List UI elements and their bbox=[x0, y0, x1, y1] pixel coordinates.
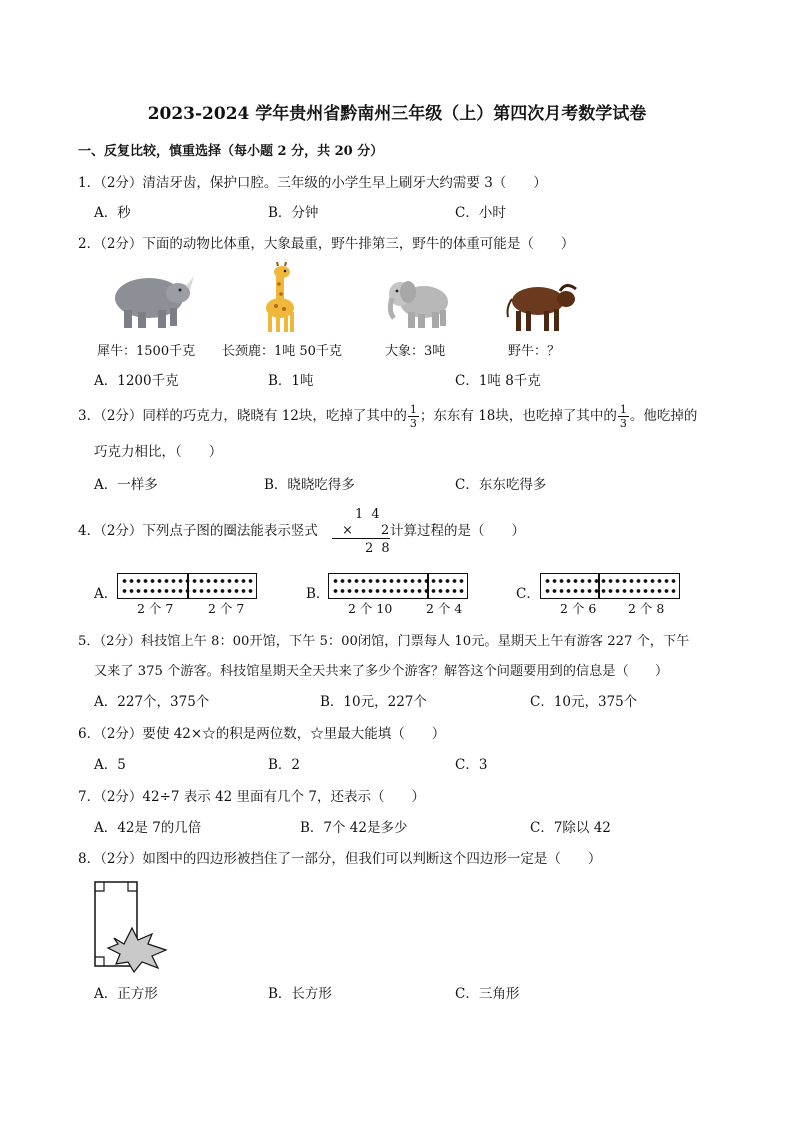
giraffe-image bbox=[256, 262, 304, 334]
q8-option-a: A．正方形 bbox=[94, 986, 158, 1002]
q4-b-right-label: 2 个 4 bbox=[426, 601, 463, 616]
question-6-stem: 6．（2分）要使 42×☆的积是两位数，☆里最大能填（ ） bbox=[78, 726, 446, 742]
section-heading: 一、反复比较，慎重选择（每小题 2 分，共 20 分） bbox=[78, 144, 384, 159]
question-7-stem: 7．（2分）42÷7 表示 42 里面有几个 7，还表示（ ） bbox=[78, 789, 425, 805]
q4-option-b: B． bbox=[306, 586, 330, 602]
page-title: 2023-2024 学年贵州省黔南州三年级（上）第四次月考数学试卷 bbox=[147, 104, 647, 124]
q7-option-c: C．7除以 42 bbox=[530, 820, 611, 836]
dot-diagram-a bbox=[117, 573, 257, 599]
giraffe-label: 长颈鹿：1吨 50千克 bbox=[222, 344, 342, 359]
dot-diagram-c bbox=[540, 573, 680, 599]
question-3-stem bbox=[78, 404, 697, 429]
vertical-calc-top: 1 4 bbox=[355, 507, 382, 522]
q3-option-a: A．一样多 bbox=[94, 477, 158, 493]
q3-option-c: C．东东吃得多 bbox=[455, 477, 547, 493]
question-5-stem: 5．（2分）科技馆上午 8：00开馆，下午 5：00闭馆，门票每人 10元。星期天上午有游客 227 个，下午 bbox=[78, 634, 690, 649]
q5-option-c: C．10元，375个 bbox=[530, 694, 638, 710]
q4-a-right-label: 2 个 7 bbox=[208, 601, 245, 616]
question-1-stem: 1．（2分）清洁牙齿，保护口腔。三年级的小学生早上刷牙大约需要 3（ ） bbox=[78, 175, 547, 191]
q4-option-a: A． bbox=[94, 586, 118, 602]
q3-stem-part-2: ；东东有 18块，也吃掉了其中的 bbox=[419, 408, 617, 424]
vertical-calc-line bbox=[332, 538, 390, 539]
q1-option-c: C．小时 bbox=[455, 205, 506, 221]
fraction-one-third: $\frac{1}{3}$ bbox=[619, 403, 627, 430]
question-2-stem: 2．（2分）下面的动物比体重，大象最重，野牛排第三，野牛的体重可能是（ ） bbox=[78, 236, 575, 252]
q4-option-c: C． bbox=[516, 586, 540, 602]
elephant-label: 大象：3吨 bbox=[385, 344, 446, 359]
q8-option-c: C．三角形 bbox=[455, 986, 520, 1002]
rhino-label: 犀牛：1500千克 bbox=[97, 344, 196, 359]
rhino-image bbox=[104, 260, 194, 335]
q7-option-b: B．7个 42是多少 bbox=[300, 820, 408, 836]
q4-c-right-label: 2 个 8 bbox=[628, 601, 665, 616]
q2-option-a: A．1200千克 bbox=[94, 373, 179, 389]
q3-option-b: B．晓晓吃得多 bbox=[264, 477, 355, 493]
question-4-stem-part-1: 4．（2分）下列点子图的圈法能表示竖式 bbox=[78, 523, 318, 539]
question-4-stem-part-2: 计算过程的是（ ） bbox=[390, 523, 525, 539]
dot-diagram-b bbox=[328, 573, 468, 599]
q6-option-a: A．5 bbox=[94, 757, 126, 773]
q6-option-c: C．3 bbox=[455, 757, 488, 773]
q5-option-b: B．10元，227个 bbox=[320, 694, 427, 710]
q5-option-a: A．227个，375个 bbox=[94, 694, 210, 710]
vertical-calc-result: 2 8 bbox=[365, 541, 392, 556]
vertical-calc-second: 2 bbox=[381, 523, 390, 538]
vertical-calc-times: × bbox=[342, 523, 353, 538]
q4-b-left-label: 2 个 10 bbox=[348, 601, 393, 616]
q1-option-a: A．秒 bbox=[94, 205, 131, 221]
buffalo-image bbox=[502, 277, 582, 333]
q3-stem-part-3: 。他吃掉的 bbox=[629, 408, 698, 424]
q2-option-b: B．1吨 bbox=[268, 373, 314, 389]
q2-option-c: C．1吨 8千克 bbox=[455, 373, 541, 389]
buffalo-label: 野牛：？ bbox=[508, 344, 561, 359]
partially-covered-quadrilateral-figure bbox=[88, 878, 172, 974]
fraction-one-third: $\frac{1}{3}$ bbox=[409, 403, 417, 430]
q6-option-b: B．2 bbox=[268, 757, 301, 773]
elephant-image bbox=[386, 268, 458, 332]
q4-a-left-label: 2 个 7 bbox=[137, 601, 174, 616]
q3-stem-part-1: 3．（2分）同样的巧克力，晓晓有 12块，吃掉了其中的 bbox=[78, 408, 407, 424]
q1-option-b: B．分钟 bbox=[268, 205, 319, 221]
question-3-stem-line2: 巧克力相比，（ ） bbox=[94, 444, 223, 460]
question-8-stem: 8．（2分）如图中的四边形被挡住了一部分，但我们可以判断这个四边形一定是（ ） bbox=[78, 851, 602, 867]
q4-c-left-label: 2 个 6 bbox=[560, 601, 597, 616]
q8-option-b: B．长方形 bbox=[268, 986, 332, 1002]
question-5-stem-line2: 又来了 375 个游客。科技馆星期天全天共来了多少个游客？解答这个问题要用到的信息是（ ） bbox=[94, 664, 669, 679]
q7-option-a: A．42是 7的几倍 bbox=[94, 820, 202, 836]
